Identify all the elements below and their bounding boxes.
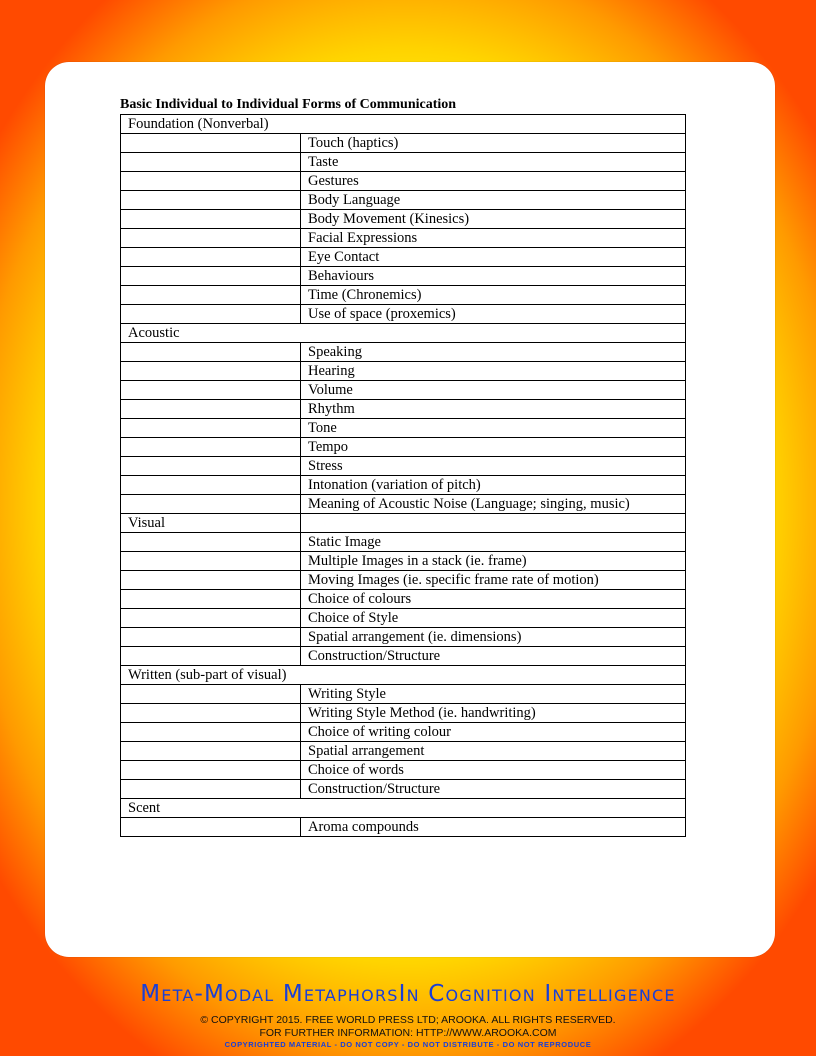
item-label: Time (Chronemics) <box>301 286 686 305</box>
section-label: Acoustic <box>121 324 686 343</box>
footer-copyright: © COPYRIGHT 2015. FREE WORLD PRESS LTD; AROOKA. ALL RIGHTS RESERVED. <box>200 1014 616 1026</box>
empty-cell <box>121 723 301 742</box>
table-row <box>121 704 686 723</box>
empty-cell <box>121 742 301 761</box>
table-row <box>121 723 686 742</box>
communication-forms-table <box>120 114 686 837</box>
item-label: Spatial arrangement <box>301 742 686 761</box>
table-row <box>121 248 686 267</box>
item-label: Writing Style <box>301 685 686 704</box>
section-label: Foundation (Nonverbal) <box>121 115 686 134</box>
empty-cell <box>121 780 301 799</box>
section-label: Written (sub-part of visual) <box>121 666 686 685</box>
table-row <box>121 438 686 457</box>
item-label: Spatial arrangement (ie. dimensions) <box>301 628 686 647</box>
item-label: Hearing <box>301 362 686 381</box>
item-label: Choice of writing colour <box>301 723 686 742</box>
empty-cell <box>121 590 301 609</box>
empty-cell <box>121 134 301 153</box>
empty-cell <box>121 229 301 248</box>
table-row <box>121 590 686 609</box>
section-row <box>121 799 686 818</box>
table-row <box>121 495 686 514</box>
empty-cell <box>121 191 301 210</box>
empty-cell <box>121 305 301 324</box>
item-label: Choice of colours <box>301 590 686 609</box>
table-row <box>121 742 686 761</box>
empty-cell <box>121 761 301 780</box>
table-row <box>121 210 686 229</box>
item-label: Touch (haptics) <box>301 134 686 153</box>
item-label: Speaking <box>301 343 686 362</box>
item-label: Eye Contact <box>301 248 686 267</box>
empty-cell <box>121 818 301 837</box>
table-row <box>121 476 686 495</box>
document-title: Basic Individual to Individual Forms of Communication <box>120 97 457 112</box>
table-row <box>121 305 686 324</box>
item-label: Writing Style Method (ie. handwriting) <box>301 704 686 723</box>
table-row <box>121 343 686 362</box>
empty-cell <box>121 647 301 666</box>
table-row <box>121 134 686 153</box>
item-label: Body Movement (Kinesics) <box>301 210 686 229</box>
table-row <box>121 533 686 552</box>
table-row <box>121 685 686 704</box>
empty-cell <box>121 628 301 647</box>
empty-cell <box>121 533 301 552</box>
item-label: Body Language <box>301 191 686 210</box>
empty-cell <box>121 248 301 267</box>
table-row <box>121 647 686 666</box>
item-label: Facial Expressions <box>301 229 686 248</box>
table-row <box>121 609 686 628</box>
empty-cell <box>121 400 301 419</box>
table-row <box>121 761 686 780</box>
table-row <box>121 362 686 381</box>
empty-cell <box>121 210 301 229</box>
item-label: Tempo <box>301 438 686 457</box>
section-label: Scent <box>121 799 686 818</box>
empty-cell <box>121 343 301 362</box>
item-label: Construction/Structure <box>301 647 686 666</box>
item-label: Rhythm <box>301 400 686 419</box>
item-label: Behaviours <box>301 267 686 286</box>
table-row <box>121 818 686 837</box>
table-row <box>121 267 686 286</box>
item-label: Volume <box>301 381 686 400</box>
item-label: Static Image <box>301 533 686 552</box>
item-label: Intonation (variation of pitch) <box>301 476 686 495</box>
empty-cell <box>121 495 301 514</box>
section-row <box>121 324 686 343</box>
table-row <box>121 780 686 799</box>
item-label: Taste <box>301 153 686 172</box>
table-row <box>121 191 686 210</box>
item-label: Choice of Style <box>301 609 686 628</box>
empty-cell <box>121 286 301 305</box>
table-row <box>121 153 686 172</box>
empty-cell <box>121 685 301 704</box>
empty-cell <box>121 704 301 723</box>
footer-info: FOR FURTHER INFORMATION: HTTP://WWW.AROOKA.COM <box>259 1027 557 1039</box>
empty-cell <box>121 153 301 172</box>
table-row <box>121 172 686 191</box>
table-row <box>121 628 686 647</box>
table-row <box>121 419 686 438</box>
item-label: Construction/Structure <box>301 780 686 799</box>
table-row <box>121 457 686 476</box>
section-row <box>121 115 686 134</box>
table-row <box>121 286 686 305</box>
section-label: Visual <box>121 514 301 533</box>
empty-cell <box>121 172 301 191</box>
item-label: Aroma compounds <box>301 818 686 837</box>
table-row <box>121 571 686 590</box>
footer-title: Meta-Modal MetaphorsIn Cognition Intelligence <box>140 981 676 1007</box>
footer-notice: COPYRIGHTED MATERIAL - DO NOT COPY - DO NOT DISTRIBUTE - DO NOT REPRODUCE <box>224 1040 592 1049</box>
section-row <box>121 514 686 533</box>
empty-cell <box>121 571 301 590</box>
empty-cell <box>121 438 301 457</box>
empty-cell <box>121 362 301 381</box>
empty-cell <box>121 419 301 438</box>
table-row <box>121 229 686 248</box>
item-label: Multiple Images in a stack (ie. frame) <box>301 552 686 571</box>
item-label: Moving Images (ie. specific frame rate of motion) <box>301 571 686 590</box>
item-label: Gestures <box>301 172 686 191</box>
empty-cell <box>301 514 686 533</box>
empty-cell <box>121 609 301 628</box>
empty-cell <box>121 476 301 495</box>
item-label: Choice of words <box>301 761 686 780</box>
table-row <box>121 552 686 571</box>
item-label: Stress <box>301 457 686 476</box>
item-label: Meaning of Acoustic Noise (Language; singing, music) <box>301 495 686 514</box>
item-label: Tone <box>301 419 686 438</box>
empty-cell <box>121 457 301 476</box>
empty-cell <box>121 552 301 571</box>
empty-cell <box>121 267 301 286</box>
table-row <box>121 381 686 400</box>
empty-cell <box>121 381 301 400</box>
section-row <box>121 666 686 685</box>
item-label: Use of space (proxemics) <box>301 305 686 324</box>
table-row <box>121 400 686 419</box>
